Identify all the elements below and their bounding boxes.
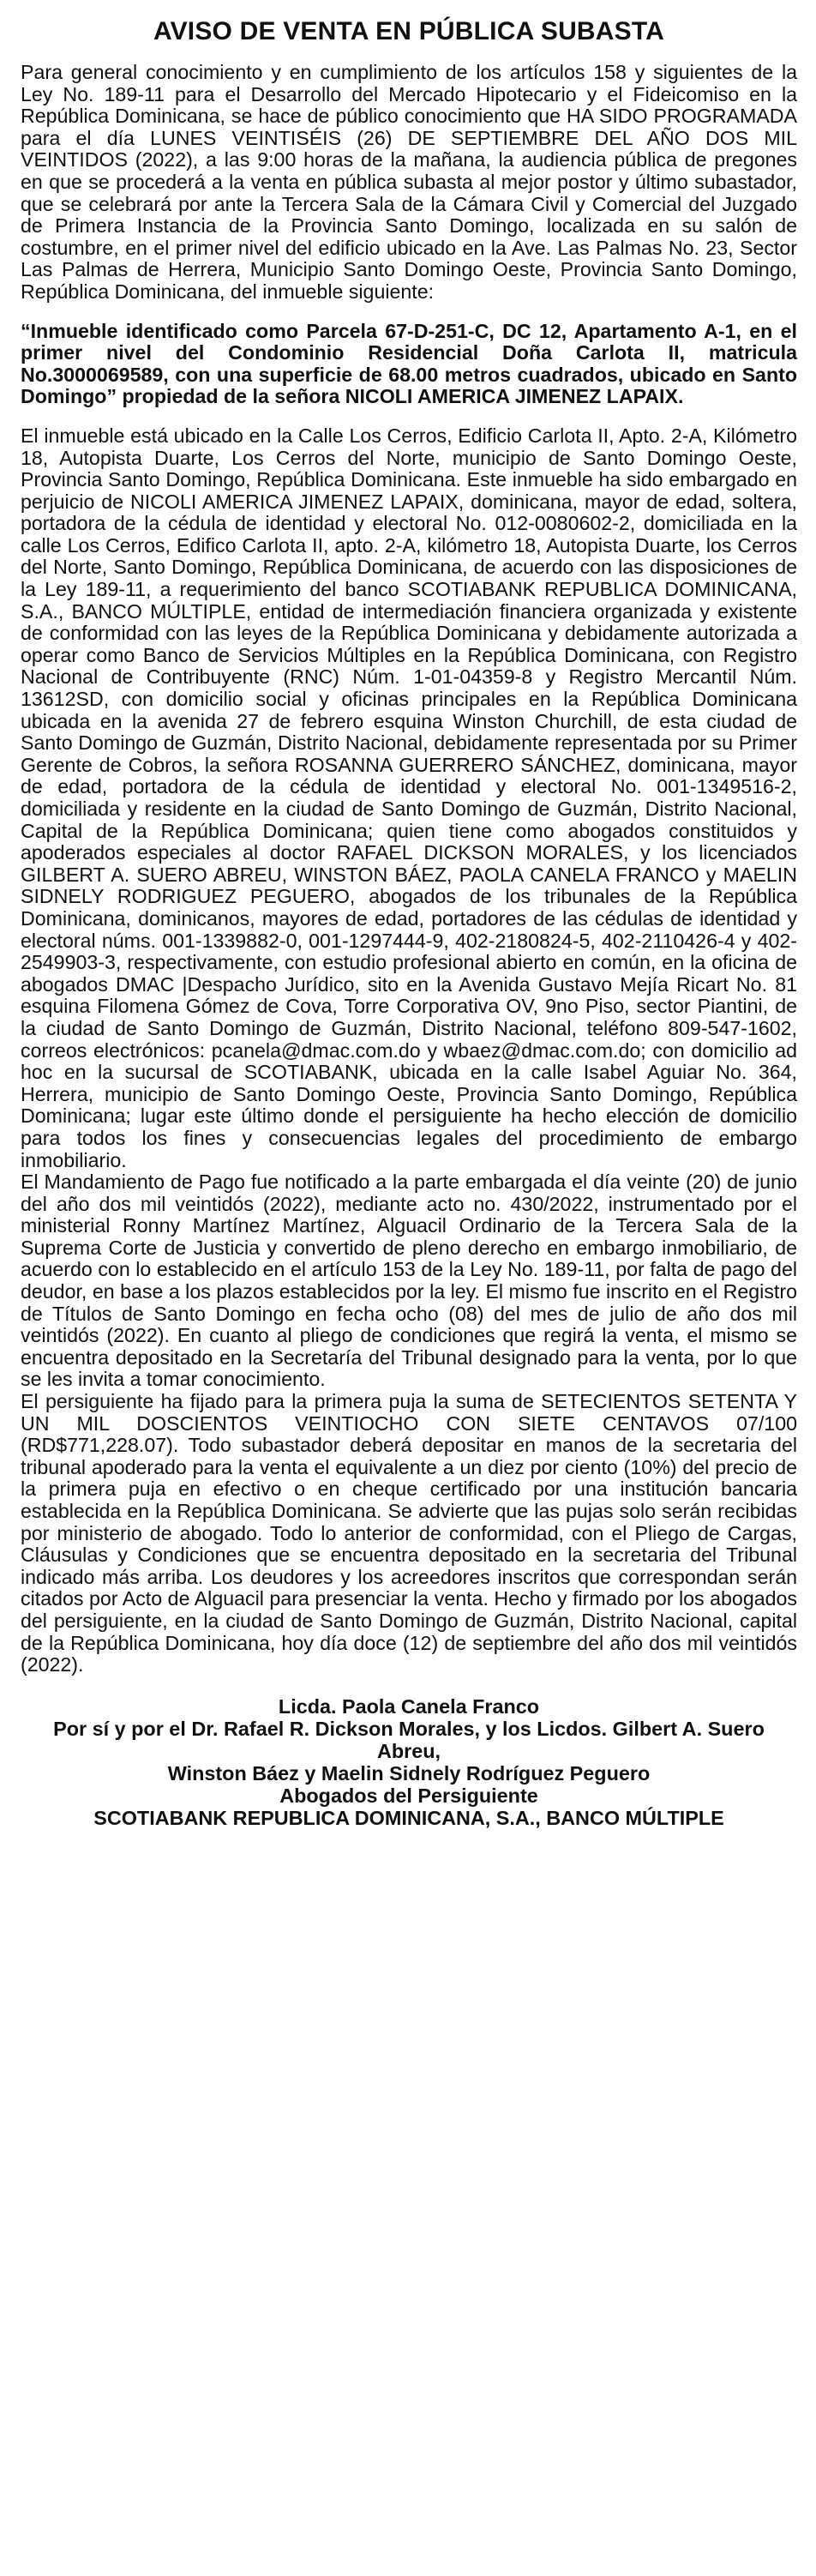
spacer bbox=[21, 304, 797, 321]
property-location-paragraph: El inmueble está ubicado en la Calle Los Cerros, Edificio Carlota II, Apto. 2-A, Kilómetro 18, Autopista Duarte, Los Cerros del Norte, municipio de Santo Domingo Oeste, Provincia Santo Domingo, República Dominicana. Este inmueble ha sido embargado en perjuicio de NICOLI AMERICA JIMENEZ LAPAIX, dominicana, mayor de edad, soltera, portadora de la cédula de identidad y electoral No. 012-0080602-2, domiciliada en la calle Los Cerros, Edifico Carlota II, apto. 2-A, kilómetro 18, Autopista Duarte, los Cerros del Norte, Santo Domingo, República Dominicana, de acuerdo con las disposiciones de la Ley 189-11, a requerimiento del banco SCOTIABANK REPUBLICA DOMINICANA, S.A., BANCO MÚLTIPLE, entidad de intermediación financiera organizada y existente de conformidad con las leyes de la República Dominicana y debidamente autorizada a operar como Banco de Servicios Múltiples en la República Dominicana, con Registro Nacional de Contribuyente (RNC) Núm. 1-01-04359-8 y Registro Mercantil Núm. 13612SD, con domicilio social y oficinas principales en la República Dominicana ubicada en la avenida 27 de febrero esquina Winston Churchill, de esta ciudad de Santo Domingo de Guzmán, Distrito Nacional, debidamente representada por su Primer Gerente de Cobros, la señora ROSANNA GUERRERO SÁNCHEZ, dominicana, mayor de edad, portadora de la cédula de identidad y electoral No. 001-1349516-2, domiciliada y residente en la ciudad de Santo Domingo de Guzmán, Distrito Nacional, Capital de la República Dominicana; quien tiene como abogados constituidos y apoderados especiales al doctor RAFAEL DICKSON MORALES, y los licenciados GILBERT A. SUERO ABREU, WINSTON BÁEZ, PAOLA CANELA FRANCO y MAELIN SIDNELY RODRIGUEZ PEGUERO, abogados de los tribunales de la República Dominicana, dominicanos, mayores de edad, portadores de las cédulas de identidad y electoral núms. 001-1339882-0, 001-1297444-9, 402-2180824-5, 402-2110426-4 y 402-2549903-3, respectivamente, con estudio profesional abierto en común, en la oficina de abogados DMAC |Despacho Jurídico, sito en la Avenida Gustavo Mejía Ricart No. 81 esquina Filomena Gómez de Cova, Torre Corporativa OV, 9no Piso, sector Piantini, de la ciudad de Santo Domingo de Guzmán, Distrito Nacional, teléfono 809-547-1602, correos electrónicos: pcanela@dmac.com.do y wbaez@dmac.com.do; con domicilio ad hoc en la sucursal de SCOTIABANK, ubicada en la calle Isabel Aguiar No. 364, Herrera, municipio de Santo Domingo Oeste, Provincia Santo Domingo, República Dominicana; lugar este último donde el persiguiente ha hecho elección de domicilio para todos los fines y consecuencias legales del procedimiento de embargo inmobiliario. bbox=[21, 424, 797, 1171]
payment-order-paragraph: El Mandamiento de Pago fue notificado a la parte embargada el día veinte (20) de junio del año dos mil veintidós (2022), mediante acto no. 430/2022, instrumentado por el ministerial Ronny Martínez Martínez, Alguacil Ordinario de la Tercera Sala de la Suprema Corte de Justicia y convertido de pleno derecho en embargo inmobiliario, de acuerdo con lo establecido en el artículo 153 de la Ley No. 189-11, por falta de pago del deudor, en base a los plazos establecidos por la ley. El mismo fue inscrito en el Registro de Títulos de Santo Domingo en fecha ocho (08) del mes de julio de año dos mil veintidós (2022). En cuanto al pliego de condiciones que regirá la venta, el mismo se encuentra depositado en la Secretaría del Tribunal designado para la venta, por lo que se les invita a tomar conocimiento. bbox=[21, 1171, 797, 1391]
bank-name: SCOTIABANK REPUBLICA DOMINICANA, S.A., BANCO MÚLTIPLE bbox=[93, 1806, 724, 1829]
signer-associates: Por sí y por el Dr. Rafael R. Dickson Morales, y los Licdos. Gilbert A. Suero Abreu, bbox=[53, 1717, 765, 1762]
signature-block bbox=[21, 1695, 797, 1829]
first-bid-paragraph: El persiguiente ha fijado para la primera puja la suma de SETECIENTOS SETENTA Y UN MIL DOSCIENTOS VEINTIOCHO CON SIETE CENTAVOS 07/100 (RD$771,228.07). Todo subastador deberá depositar en manos de la secretaria del tribunal apoderado para la venta el equivalente a un diez por ciento (10%) del precio de la primera puja en efectivo o en cheque certificado por una institución bancaria establecida en la República Dominicana. Se advierte que las pujas solo serán recibidas por ministerio de abogado. Todo lo anterior de conformidad, con el Pliego de Cargas, Cláusulas y Condiciones que se encuentra depositado en la secretaria del Tribunal indicado más arriba. Los deudores y los acreedores inscritos que correspondan serán citados por Acto de Alguacil para presenciar la venta. Hecho y firmado por los abogados del persiguiente, en la ciudad de Santo Domingo de Guzmán, Distrito Nacional, capital de la República Dominicana, hoy día doce (12) de septiembre del año dos mil veintidós (2022). bbox=[21, 1390, 797, 1676]
signer-name: Licda. Paola Canela Franco bbox=[278, 1694, 540, 1718]
notice-title: AVISO DE VENTA EN PÚBLICA SUBASTA bbox=[153, 17, 665, 45]
spacer bbox=[21, 408, 797, 425]
signer-role: Abogados del Persiguiente bbox=[279, 1784, 538, 1807]
signer-associates-cont: Winston Báez y Maelin Sidnely Rodríguez Peguero bbox=[167, 1761, 651, 1785]
property-description: “Inmueble identificado como Parcela 67-D-251-C, DC 12, Apartamento A-1, en el primer nivel del Condominio Residencial Doña Carlota II, matricula No.3000069589, con una superficie de 68.00 metros cuadrados, ubicado en Santo Domingo” propiedad de la señora NICOLI AMERICA JIMENEZ LAPAIX. bbox=[21, 319, 797, 408]
intro-paragraph: Para general conocimiento y en cumplimiento de los artículos 158 y siguientes de la Ley No. 189-11 para el Desarrollo del Mercado Hipotecario y el Fideicomiso en la República Dominicana, se hace de público conocimiento que HA SIDO PROGRAMADA para el día LUNES VEINTISÉIS (26) DE SEPTIEMBRE DEL AÑO DOS MIL VEINTIDOS (2022), a las 9:00 horas de la mañana, la audiencia pública de pregones en que se procederá a la venta en pública subasta al mejor postor y último subastador, que se celebrará por ante la Tercera Sala de la Cámara Civil y Comercial del Juzgado de Primera Instancia de la Provincia Santo Domingo, localizada en su salón de costumbre, en el primer nivel del edificio ubicado en la Ave. Las Palmas No. 23, Sector Las Palmas de Herrera, Municipio Santo Domingo Oeste, Provincia Santo Domingo, República Dominicana, del inmueble siguiente: bbox=[21, 61, 797, 303]
